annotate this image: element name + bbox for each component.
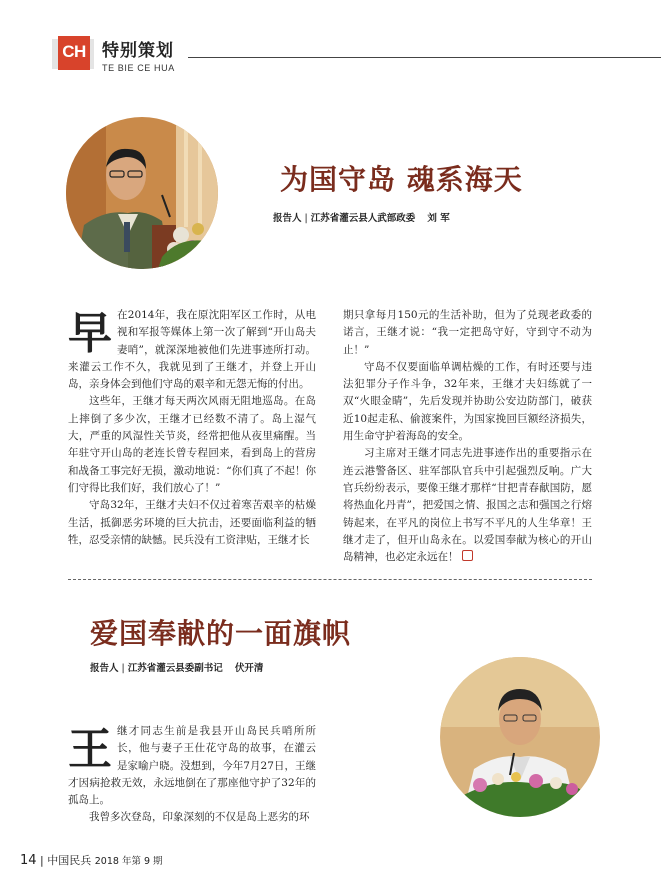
paragraph-text: 习主席对王继才同志先进事迹作出的重要指示在连云港警备区、驻军部队官兵中引起强烈反响。广大官兵纷纷表示，要像王继才那样“甘把青春献国防，愿将热血化丹青”，把爱国之情、报国之志和强国之行熔铸起来，在平凡的岗位上书写不平凡的人生华章！王继才走了，但开山岛永在。以爱国奉献为核心的开山岛精神，也必定永远在！	[343, 447, 592, 564]
section-title: 特别策划	[102, 41, 174, 61]
article1-column-1	[68, 307, 316, 549]
drop-cap: 王	[68, 724, 112, 775]
paragraph	[343, 445, 592, 566]
byline-org: 江苏省灌云县委副书记	[127, 663, 223, 674]
paragraph: 期只拿每月150元的生活补助，但为了兑现老政委的诺言，王继才说：“我一定把岛守好，守到守不动为止！”	[343, 309, 592, 356]
article-byline-2: 报告人 | 江苏省灌云县委副书记 伏开清	[90, 663, 264, 674]
header-rule	[188, 57, 661, 58]
paragraph: 守岛32年，王继才夫妇不仅过着寒苦艰辛的枯燥生活，抵御恶劣环境的巨大抗击，还要面临利益的牺牲，忍受亲情的缺憾。民兵没有工资津贴，王继才长	[68, 499, 316, 546]
magazine-name: 中国民兵	[47, 854, 92, 867]
byline-org: 江苏省灌云县人武部政委	[310, 213, 416, 224]
article-title-2: 爱国奉献的一面旗帜	[90, 617, 352, 650]
article-title-1: 为国守岛 魂系海天	[280, 163, 523, 196]
paragraph: 守岛不仅要面临单调枯燥的工作，有时还要与违法犯罪分子作斗争，32年来，王继才夫妇练就了一双“火眼金睛”，先后发现并协助公安边防部门，破获近10起走私、偷渡案件，为国家挽回巨额经济损失，用生命守护着海岛的安全。	[343, 360, 592, 443]
speaker-photo-fu-kaiqing	[440, 657, 600, 817]
article2-column-1	[68, 723, 316, 827]
byline-role: 报告人	[273, 213, 302, 224]
article-byline-1: 报告人 | 江苏省灌云县人武部政委 刘 军	[273, 213, 450, 224]
end-mark-icon	[462, 550, 473, 561]
logo-text: CH	[62, 42, 86, 61]
paragraph: 这些年，王继才每天两次风雨无阻地巡岛。在岛上摔倒了多少次，王继才已经数不清了。岛上湿气大，严重的风湿性关节炎，经常把他从夜里痛醒。当年驻守开山岛的老连长曾专程回来，看到岛上的营房和战备工事完好无损，激动地说：“你们真了不起！你们守得比我们好，我们放心了！”	[68, 395, 316, 494]
article1-column-2	[343, 307, 592, 566]
paragraph: 我曾多次登岛，印象深刻的不仅是岛上恶劣的环	[89, 811, 310, 824]
magazine-section-logo	[52, 36, 94, 72]
paragraph: 继才同志生前是我县开山岛民兵哨所所长，他与妻子王仕花守岛的故事，在灌云是家喻户晓。没想到，今年7月27日，王继才因病抢救无效，永远地倒在了那座他守护了32年的孤岛上。	[68, 725, 316, 807]
portrait-illustration	[440, 657, 600, 817]
speaker-photo-liu-jun	[66, 117, 218, 269]
page-number: 14	[20, 853, 37, 868]
page-footer: 14 | 中国民兵 2018 年第 9 期	[20, 853, 163, 868]
portrait-illustration	[66, 117, 218, 269]
issue-label: 2018 年第 9 期	[94, 856, 163, 867]
paragraph: 在2014年，我在原沈阳军区工作时，从电视和军报等媒体上第一次了解到“开山岛夫妻哨”，就深深地被他们先进事迹所打动。来灌云工作不久，我就见到了王继才，并登上开山岛，亲身体会到他们守岛的艰辛和无怨无悔的付出。	[68, 309, 316, 391]
article-divider	[68, 579, 592, 580]
byline-role: 报告人	[90, 663, 119, 674]
byline-name: 伏开清	[234, 663, 264, 674]
drop-cap: 早	[68, 308, 112, 359]
byline-name: 刘 军	[427, 213, 450, 224]
section-pinyin: TE BIE CE HUA	[102, 63, 175, 73]
